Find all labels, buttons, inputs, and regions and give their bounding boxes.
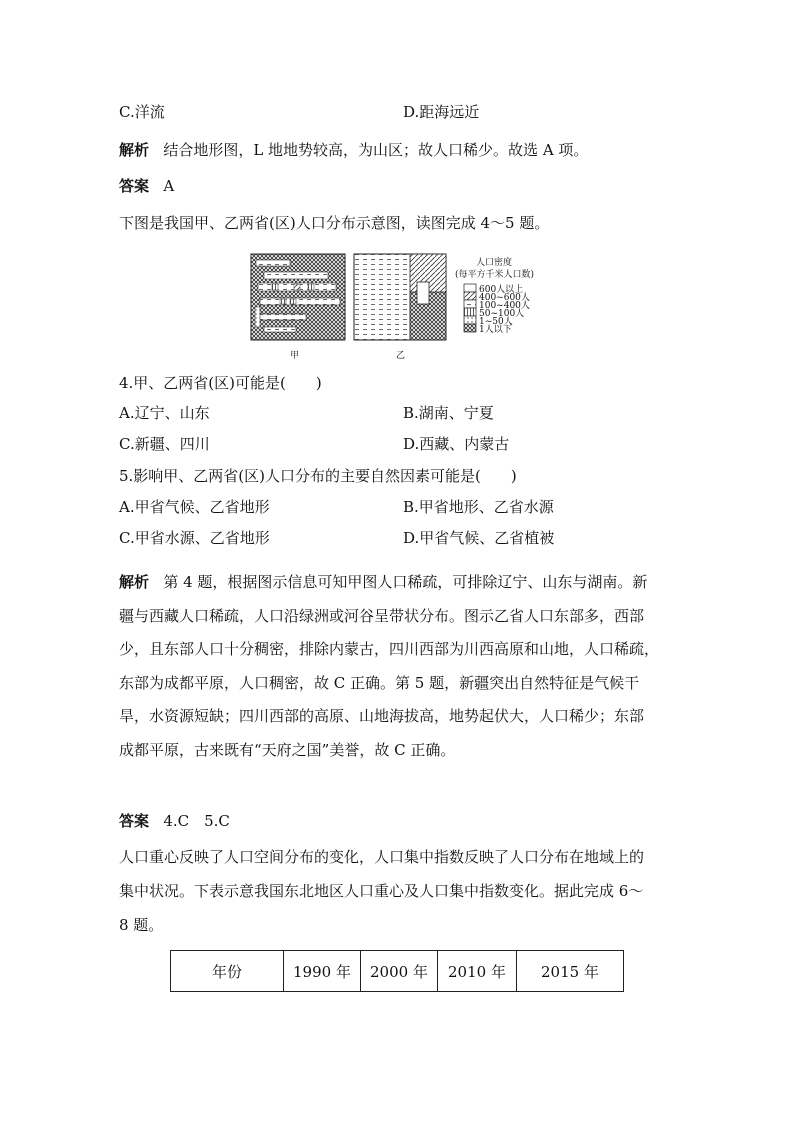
answer-label: 答案: [119, 177, 150, 195]
answer-4-5: [119, 811, 230, 831]
q5-option-d: D.甲省气候、乙省植被: [403, 529, 555, 547]
intro-line: 人口重心反映了人口空间分布的变化，人口集中指数反映了人口分布在地域上的: [119, 848, 645, 866]
q4-option-b: B.湖南、宁夏: [403, 404, 494, 422]
legend-swatches: [464, 284, 476, 332]
map-yi: [354, 254, 446, 340]
q5-option-b: B.甲省地形、乙省水源: [403, 498, 554, 516]
analysis-text: 结合地形图，L 地地势较高，为山区；故人口稀少。故选 A 项。: [163, 141, 589, 159]
table-header-cell: 1990 年: [284, 951, 361, 992]
intro-4-5: 下图是我国甲、乙两省(区)人口分布示意图，读图完成 4～5 题。: [119, 214, 550, 232]
q5-option-c: C.甲省水源、乙省地形: [119, 529, 270, 547]
legend-subtitle: (每平方千米人口数): [455, 270, 535, 280]
analysis-text: 第 4 题，根据图示信息可知甲图人口稀疏，可排除辽宁、山东与湖南。新: [163, 573, 648, 591]
q3-analysis: [119, 140, 588, 160]
map-jia: [251, 254, 345, 340]
analysis-line: 少，且东部人口十分稠密，排除内蒙古，四川西部为川西高原和山地，人口稀疏，: [119, 640, 660, 658]
intro-6-8: [119, 840, 679, 942]
analysis-line: [119, 566, 679, 600]
intro-line: 8 题。: [119, 916, 164, 934]
legend-item: 1人以下: [479, 325, 512, 335]
table-header-cell: 2000 年: [361, 951, 438, 992]
analysis-label: 解析: [119, 573, 150, 591]
analysis-4-5: [119, 566, 679, 767]
answer-text: 4.C 5.C: [163, 812, 230, 830]
analysis-line: 东部为成都平原，人口稠密，故 C 正确。第 5 题，新疆突出自然特征是气候干: [119, 673, 640, 692]
q4-option-d: D.西藏、内蒙古: [403, 435, 510, 453]
q5-option-a: A.甲省气候、乙省地形: [119, 498, 270, 516]
q3-option-c: C.洋流: [119, 103, 165, 121]
legend-item: 400~600人: [479, 293, 530, 303]
table-header-cell: 2010 年: [438, 951, 517, 992]
legend-title: 人口密度: [476, 258, 513, 268]
map-yi-caption: 乙: [396, 351, 406, 361]
map-jia-caption: 甲: [290, 351, 300, 361]
answer-text: A: [163, 177, 175, 195]
table-header-row: [171, 951, 624, 992]
analysis-line: 疆与西藏人口稀疏，人口沿绿洲或河谷呈带状分布。图示乙省人口东部多，西部: [119, 606, 645, 625]
population-table: [170, 950, 624, 992]
population-figure: [250, 252, 550, 362]
q4-stem: 4.甲、乙两省(区)可能是( ): [119, 374, 322, 392]
intro-line: 集中状况。下表示意我国东北地区人口重心及人口集中指数变化。据此完成 6～: [119, 882, 644, 900]
answer-label: 答案: [119, 812, 150, 830]
table-header-cell: 2015 年: [517, 951, 624, 992]
legend-item: 100~400人: [479, 301, 530, 311]
analysis-line: 成都平原，古来既有“天府之国”美誉，故 C 正确。: [119, 740, 456, 759]
analysis-label: 解析: [119, 141, 150, 159]
q4-option-c: C.新疆、四川: [119, 435, 210, 453]
legend-item: 50~100人: [479, 309, 525, 319]
q3-answer: [119, 176, 174, 196]
q4-option-a: A.辽宁、山东: [119, 404, 210, 422]
q3-option-d: D.距海远近: [403, 103, 480, 121]
q5-stem: 5.影响甲、乙两省(区)人口分布的主要自然因素可能是( ): [119, 467, 517, 485]
analysis-line: 旱，水资源短缺；四川西部的高原、山地海拔高，地势起伏大，人口稀少；东部: [119, 707, 645, 725]
legend-item: 600人以上: [479, 285, 524, 295]
table-header-cell: 年份: [171, 951, 284, 992]
legend-item: 1~50人: [479, 317, 513, 327]
